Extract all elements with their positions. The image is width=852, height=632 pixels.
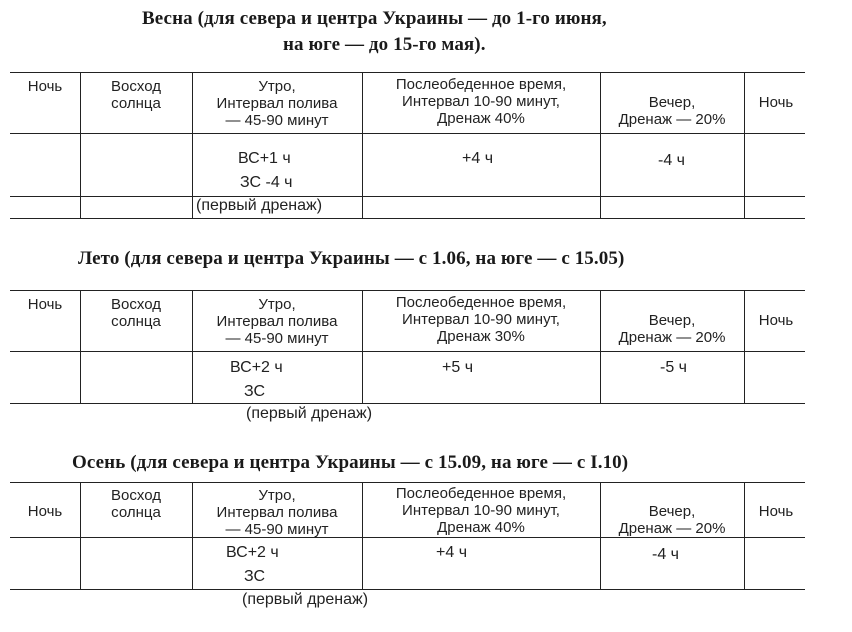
spring-top-rule bbox=[10, 72, 805, 73]
spring-header-evening: Вечер, Дренаж — 20% bbox=[618, 94, 726, 128]
spring-header-morning: Утро, Интервал полива — 45-90 минут bbox=[216, 78, 338, 129]
summer-header-evening: Вечер, Дренаж — 20% bbox=[618, 312, 726, 346]
autumn-top-rule bbox=[10, 482, 805, 483]
autumn-title: Осень (для севера и центра Украины — с 15.09, на юге — с I.10) bbox=[72, 452, 629, 473]
spring-evening-value: -4 ч bbox=[658, 152, 686, 169]
spring-morning-value-1: ВС+1 ч bbox=[238, 150, 291, 167]
summer-morning-value-1: ВС+2 ч bbox=[230, 359, 283, 376]
summer-divider bbox=[744, 290, 745, 403]
summer-bottom-rule bbox=[10, 403, 805, 404]
autumn-divider bbox=[192, 482, 193, 589]
spring-bottom-rule bbox=[10, 218, 805, 219]
autumn-header-rule bbox=[10, 537, 805, 538]
summer-divider bbox=[80, 290, 81, 403]
spring-header-night-end: Ночь bbox=[758, 94, 794, 111]
autumn-header-afternoon: Послеобеденное время, Интервал 10-90 минут, Дренаж 40% bbox=[395, 485, 567, 536]
spring-divider bbox=[744, 72, 745, 218]
summer-header-sunrise: Восход солнца bbox=[111, 296, 161, 330]
summer-top-rule bbox=[10, 290, 805, 291]
summer-title: Лето (для севера и центра Украины — с 1.06, на юге — с 15.05) bbox=[78, 248, 625, 269]
spring-afternoon-value: +4 ч bbox=[462, 150, 494, 167]
summer-header-afternoon: Послеобеденное время, Интервал 10-90 минут, Дренаж 30% bbox=[395, 294, 567, 345]
autumn-header-morning: Утро, Интервал полива — 45-90 минут bbox=[216, 487, 338, 538]
autumn-header-evening: Вечер, Дренаж — 20% bbox=[618, 503, 726, 537]
autumn-header-sunrise: Восход солнца bbox=[111, 487, 161, 521]
spring-divider bbox=[192, 72, 193, 218]
spring-morning-value-2: ЗС -4 ч bbox=[240, 174, 293, 191]
summer-header-night-end: Ночь bbox=[758, 312, 794, 329]
spring-first-drainage-note: (первый дренаж) bbox=[196, 197, 323, 214]
spring-header-night: Ночь bbox=[27, 78, 63, 95]
autumn-morning-value-1: ВС+2 ч bbox=[226, 544, 279, 561]
autumn-afternoon-value: +4 ч bbox=[436, 544, 468, 561]
summer-header-rule bbox=[10, 351, 805, 352]
spring-header-rule bbox=[10, 133, 805, 134]
spring-title-line1: Весна (для севера и центра Украины — до 1-го июня, bbox=[142, 8, 607, 29]
autumn-first-drainage-note: (первый дренаж) bbox=[242, 591, 369, 608]
autumn-divider bbox=[80, 482, 81, 589]
summer-evening-value: -5 ч bbox=[660, 359, 688, 376]
summer-header-night: Ночь bbox=[27, 296, 63, 313]
autumn-divider bbox=[744, 482, 745, 589]
autumn-header-night-end: Ночь bbox=[758, 503, 794, 520]
autumn-bottom-rule bbox=[10, 589, 805, 590]
spring-title-line2: на юге — до 15-го мая). bbox=[283, 34, 486, 55]
autumn-header-night: Ночь bbox=[27, 503, 63, 520]
summer-afternoon-value: +5 ч bbox=[442, 359, 474, 376]
summer-divider bbox=[600, 290, 601, 403]
spring-header-afternoon: Послеобеденное время, Интервал 10-90 минут, Дренаж 40% bbox=[395, 76, 567, 127]
summer-first-drainage-note: (первый дренаж) bbox=[246, 405, 373, 422]
spring-header-sunrise: Восход солнца bbox=[111, 78, 161, 112]
autumn-morning-value-2: ЗС bbox=[244, 568, 266, 585]
summer-divider bbox=[362, 290, 363, 403]
summer-morning-value-2: ЗС bbox=[244, 383, 266, 400]
autumn-divider bbox=[362, 482, 363, 589]
spring-divider bbox=[362, 72, 363, 218]
spring-mid-rule bbox=[10, 196, 805, 197]
spring-divider bbox=[80, 72, 81, 218]
spring-divider bbox=[600, 72, 601, 218]
summer-header-morning: Утро, Интервал полива — 45-90 минут bbox=[216, 296, 338, 347]
autumn-evening-value: -4 ч bbox=[652, 546, 680, 563]
summer-divider bbox=[192, 290, 193, 403]
autumn-divider bbox=[600, 482, 601, 589]
